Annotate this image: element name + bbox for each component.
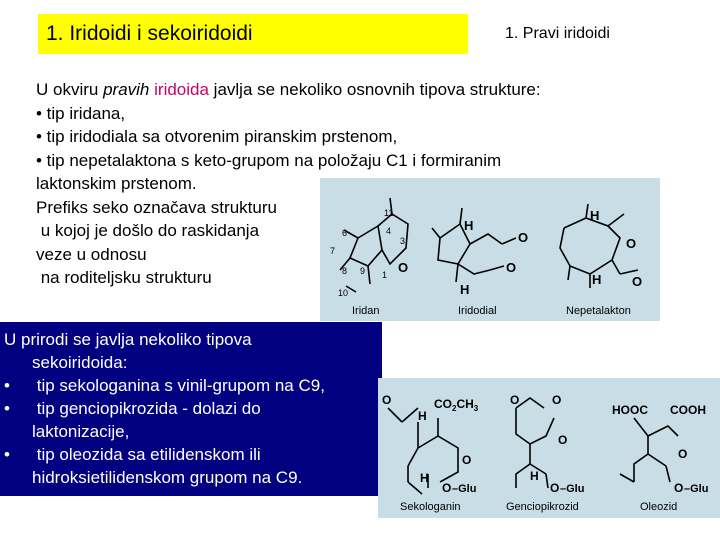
secoiridoid-item-sekologanin: • tip sekologanina s vinil-grupom na C9, (4, 376, 325, 395)
label-oleozid: Oleozid (640, 501, 678, 513)
prefix-line-2: u kojoj je došlo do raskidanja (36, 221, 260, 240)
iridoid-structures-figure (320, 178, 660, 321)
iridodial-oxygen-2: O (506, 260, 517, 275)
prefix-line-1: Prefiks seko označava strukturu (36, 197, 277, 217)
iridodial-h-bottom: H (460, 282, 470, 297)
highlight-iridoida: iridoida (154, 80, 209, 99)
oleozid-oxygen-ring: O (678, 447, 688, 461)
secoiridoid-panel (0, 322, 382, 496)
locant-8: 8 (342, 266, 348, 276)
bullet-3: • (4, 445, 10, 464)
locant-7: 7 (330, 246, 336, 256)
secoiridoid-item-genciopikrozid-cont: laktonizacije, (32, 422, 130, 441)
iridan-oxygen: O (398, 260, 409, 275)
prefix-line-3: veze u odnosu (36, 244, 147, 264)
locant-10: 10 (338, 288, 349, 298)
nepetalakton-h-bottom: H (592, 272, 602, 287)
iridoid-structures-svg (320, 178, 660, 321)
oleozid-cooh: COOH (670, 403, 706, 417)
bullet-1: • (4, 376, 10, 395)
label-iridan: Iridan (352, 305, 380, 317)
sekologanin-glu: –Glu (452, 483, 477, 495)
sekologanin-h-top: H (418, 409, 427, 423)
genciopikrozid-glu: –Glu (560, 483, 585, 495)
bullet-nepetalakton: • tip nepetalaktona s keto-grupom na položaju C1 i formiranim (36, 150, 502, 170)
slide-subtitle: 1. Pravi iridoidi (505, 25, 610, 42)
bullet-iridodial: • tip iridodiala sa otvorenim piranskim prstenom, (36, 127, 398, 146)
nepetalakton-oxygen-2: O (632, 274, 643, 289)
locant-3: 3 (400, 236, 406, 246)
iridodial-h-top: H (464, 218, 474, 233)
locant-11: 11 (384, 208, 394, 218)
iridodial-oxygen-1: O (518, 230, 529, 245)
secoiridoid-intro-line: U prirodi se javlja nekoliko tipova (4, 330, 252, 349)
secoiridoid-intro-line-2: sekoiridoida: (32, 353, 128, 372)
nepetalakton-h-top: H (590, 208, 600, 223)
nepetalakton-oxygen-1: O (626, 236, 637, 251)
bullet-iridan: • tip iridana, (36, 103, 126, 123)
sekologanin-ester: $CO_2CH_3$ (434, 397, 479, 413)
genciopikrozid-h: H (530, 469, 539, 483)
locant-6: 6 (342, 228, 348, 238)
label-sekologanin: Sekologanin (400, 501, 461, 513)
genciopikrozid-oxygen-glu: O (550, 481, 560, 495)
locant-4: 4 (386, 226, 392, 236)
label-genciopikrozid: Genciopikrozid (506, 501, 579, 513)
oleozid-oxygen-glu: O (674, 481, 684, 495)
oleozid-glu: –Glu (684, 483, 709, 495)
secoiridoid-item-oleozid-cont: hidroksietilidenskom grupom na C9. (32, 468, 303, 487)
sekologanin-oxygen: O (382, 393, 392, 407)
secoiridoid-item-oleozid: • tip oleozida sa etilidenskom ili (4, 445, 261, 464)
locant-9: 9 (360, 266, 366, 276)
secoiridoid-structures-svg (378, 378, 720, 518)
sekologanin-oxygen-glu: O (442, 481, 452, 495)
oleozid-hooc: HOOC (612, 403, 648, 417)
prefix-line-4: na roditeljsku strukturu (36, 268, 212, 287)
bullet-nepetalakton-cont: laktonskim prstenom. (36, 174, 197, 193)
locant-1: 1 (382, 270, 388, 280)
sekologanin-oxygen-ring: O (462, 453, 472, 467)
sekologanin-h-bottom: H (420, 471, 429, 485)
genciopikrozid-oxygen-3: O (558, 433, 568, 447)
genciopikrozid-oxygen-1: O (510, 393, 520, 407)
label-iridodial: Iridodial (458, 305, 497, 317)
intro-line-1: U okviru pravih iridoida javlja se nekoliko osnovnih tipova strukture: (36, 80, 541, 99)
secoiridoid-structures-figure (378, 378, 720, 518)
label-nepetalakton: Nepetalakton (566, 305, 631, 317)
genciopikrozid-oxygen-2: O (552, 393, 562, 407)
slide-title: 1. Iridoidi i sekoiridoidi (46, 22, 253, 45)
slide-title-box (38, 14, 468, 54)
bullet-2: • (4, 399, 10, 418)
secoiridoid-item-genciopikrozid: • tip genciopikrozida - dolazi do (4, 399, 261, 418)
